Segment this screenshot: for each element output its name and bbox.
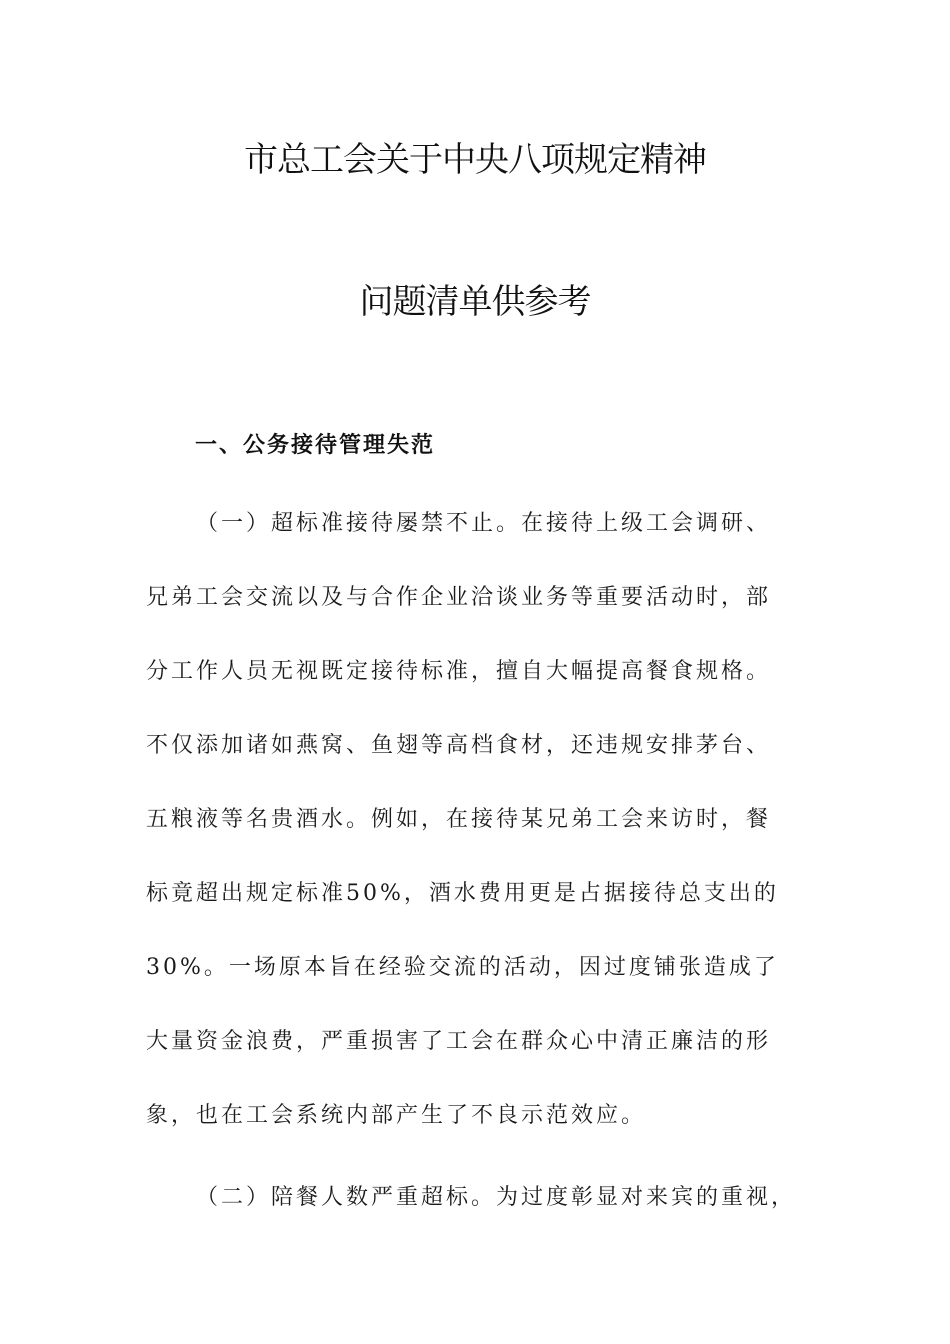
document-title-line-1: 市总工会关于中央八项规定精神 — [244, 140, 706, 180]
paragraph-1-line: 五粮液等名贵酒水。例如，在接待某兄弟工会来访时，餐 — [146, 807, 772, 832]
paragraph-1-line: 象，也在工会系统内部产生了不良示范效应。 — [146, 1103, 647, 1128]
paragraph-1-line: 30%。一场原本旨在经验交流的活动，因过度铺张造成了 — [146, 955, 779, 980]
document-title-line-2: 问题清单供参考 — [359, 282, 591, 322]
paragraph-1-line: 不仅添加诸如燕窝、鱼翅等高档食材，还违规安排茅台、 — [146, 733, 772, 758]
section-heading: 一、公务接待管理失范 — [195, 432, 436, 458]
paragraph-1-line: 标竟超出规定标准50%，酒水费用更是占据接待总支出的 — [146, 881, 779, 906]
paragraph-1-line: 分工作人员无视既定接待标准，擅自大幅提高餐食规格。 — [146, 659, 772, 684]
paragraph-1-line: 兄弟工会交流以及与合作企业洽谈业务等重要活动时，部 — [146, 585, 772, 610]
paragraph-1-line: （一）超标准接待屡禁不止。在接待上级工会调研、 — [196, 511, 772, 536]
paragraph-2-line: （二）陪餐人数严重超标。为过度彰显对来宾的重视， — [196, 1185, 797, 1210]
paragraph-1-line: 大量资金浪费，严重损害了工会在群众心中清正廉洁的形 — [146, 1029, 772, 1054]
